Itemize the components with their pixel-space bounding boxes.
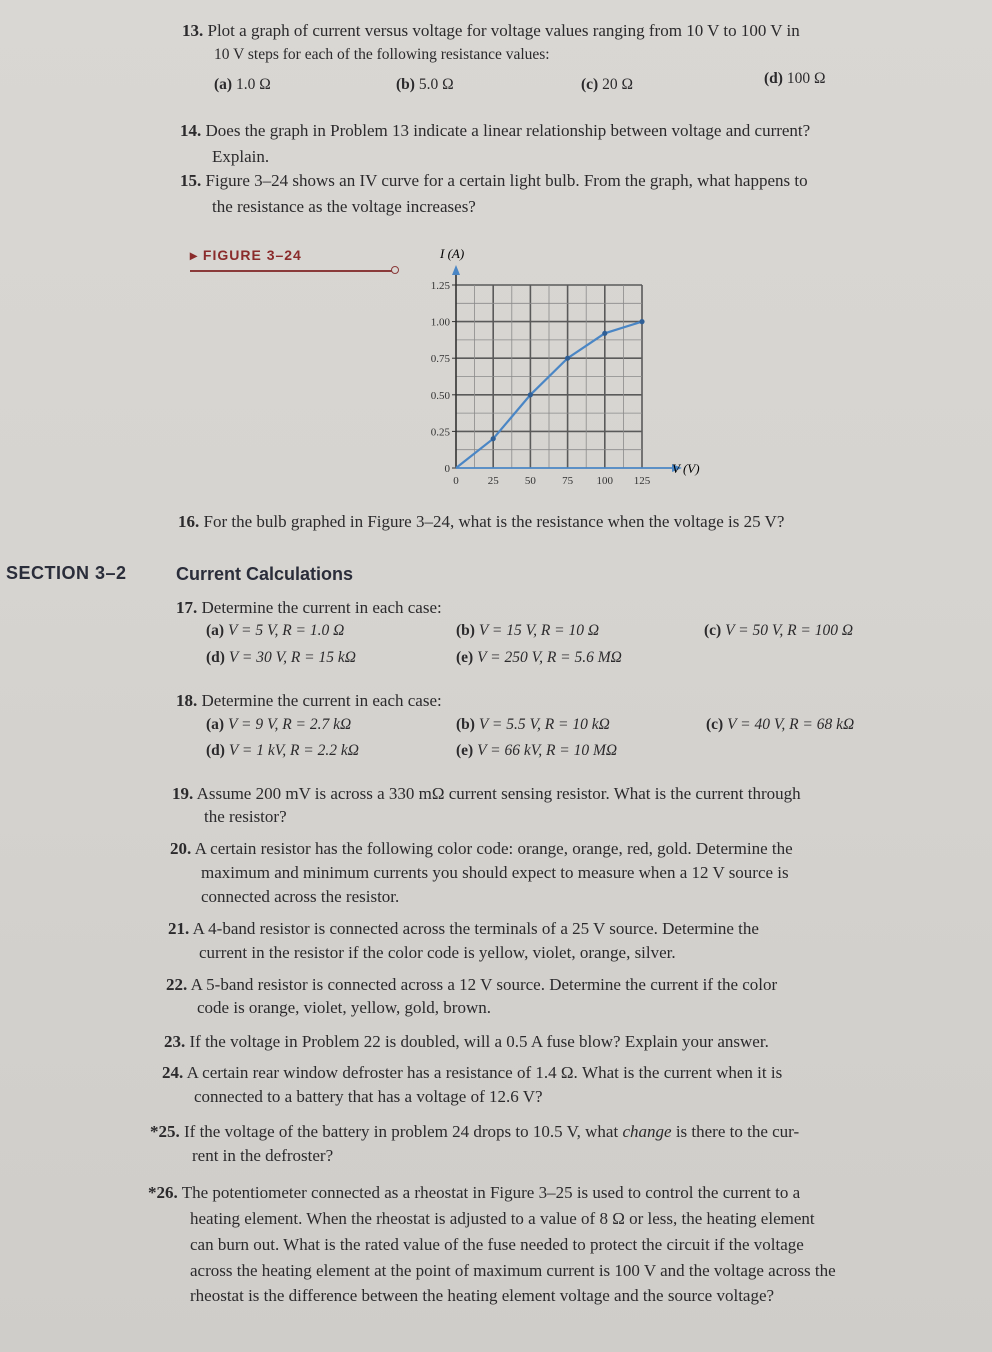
problem-number: *25.	[150, 1122, 180, 1141]
option-a: (a) 1.0 Ω	[214, 76, 271, 93]
problem-text: Assume 200 mV is across a 330 mΩ current sensing resistor. What is the current through	[196, 784, 801, 803]
problem-text: If the voltage in Problem 22 is doubled, will a 0.5 A fuse blow? Explain your answer.	[189, 1032, 769, 1051]
problem-20-line2: maximum and minimum currents you should expect to measure when a 12 V source is	[201, 863, 789, 882]
option-e: (e) V = 250 V, R = 5.6 MΩ	[456, 649, 622, 666]
problem-text: Plot a graph of current versus voltage for voltage values ranging from 10 V to 100 V in	[207, 21, 800, 40]
chart-series	[456, 319, 645, 468]
problem-text: A certain resistor has the following color code: orange, orange, red, gold. Determine the	[194, 839, 793, 858]
problem-24-line2: connected to a battery that has a voltage of 12.6 V?	[194, 1087, 543, 1106]
figure-label: ▸ FIGURE 3–24	[190, 247, 302, 263]
problem-number: 20.	[170, 839, 192, 858]
problem-25	[150, 1121, 799, 1143]
option-d: (d) 100 Ω	[764, 70, 826, 87]
problem-24	[162, 1062, 782, 1084]
problem-number: 23.	[164, 1032, 186, 1051]
figure-rule	[190, 270, 394, 272]
x-tick-label: 125	[633, 475, 651, 487]
problem-number: 14.	[180, 121, 202, 140]
option-a: (a) V = 9 V, R = 2.7 kΩ	[206, 716, 352, 733]
problem-number: 22.	[166, 975, 188, 994]
y-tick-label: 1.25	[430, 280, 450, 292]
problem-15-line2: the resistance as the voltage increases?	[212, 197, 476, 216]
y-tick-label: 0.50	[430, 389, 450, 402]
option-d: (d) V = 1 kV, R = 2.2 kΩ	[206, 742, 359, 759]
problem-18	[176, 690, 442, 712]
problem-number: 16.	[178, 512, 200, 531]
data-point	[639, 319, 644, 324]
iv-curve-chart	[410, 248, 710, 498]
problem-26	[148, 1182, 800, 1204]
y-axis-arrow	[452, 265, 460, 275]
problem-text: If the voltage of the battery in problem 24 drops to 10.5 V, what	[184, 1122, 623, 1141]
problem-20-line3: connected across the resistor.	[201, 887, 400, 906]
problem-text: A 5-band resistor is connected across a 12 V source. Determine the current if the color	[190, 975, 778, 994]
problem-text: The potentiometer connected as a rheostat in Figure 3–25 is used to control the current to a	[181, 1183, 801, 1202]
data-point	[528, 392, 533, 397]
x-axis-label: V (V)	[672, 461, 700, 476]
problem-text: Does the graph in Problem 13 indicate a linear relationship between voltage and current?	[205, 121, 811, 140]
section-title: Current Calculations	[176, 564, 354, 584]
problem-number: 18.	[176, 691, 198, 710]
option-b: (b) 5.0 Ω	[396, 76, 454, 93]
problem-text: Determine the current in each case:	[201, 691, 442, 710]
x-tick-label: 100	[596, 475, 614, 487]
data-point	[565, 356, 570, 361]
problem-22-line2: code is orange, violet, yellow, gold, brown.	[197, 998, 491, 1017]
problem-13	[182, 20, 800, 42]
y-tick-label: 0	[444, 463, 450, 475]
problem-number: *26.	[148, 1183, 178, 1202]
option-b: (b) V = 5.5 V, R = 10 kΩ	[456, 716, 610, 733]
section-code: SECTION 3–2	[6, 563, 127, 583]
option-e: (e) V = 66 kV, R = 10 MΩ	[456, 742, 618, 759]
y-tick-label: 0.75	[430, 353, 450, 366]
option-c: (c) V = 50 V, R = 100 Ω	[704, 622, 854, 639]
problem-17	[176, 597, 442, 619]
problem-number: 17.	[176, 598, 198, 617]
problem-text: A certain rear window defroster has a resistance of 1.4 Ω. What is the current when it is	[186, 1063, 783, 1082]
problem-text: Determine the current in each case:	[201, 598, 442, 617]
problem-26-line4: across the heating element at the point of maximum current is 100 V and the voltage across the	[190, 1261, 836, 1280]
problem-19-line2: the resistor?	[204, 807, 287, 826]
problem-21-line2: current in the resistor if the color code is yellow, violet, orange, silver.	[199, 943, 676, 962]
option-c: (c) V = 40 V, R = 68 kΩ	[706, 716, 855, 733]
x-tick-label: 0	[453, 475, 459, 487]
problem-26-line2: heating element. When the rheostat is adjusted to a value of 8 Ω or less, the heating element	[190, 1209, 815, 1228]
problem-26-line5: rheostat is the difference between the heating element voltage and the source voltage?	[190, 1286, 775, 1305]
problem-number: 19.	[172, 784, 194, 803]
problem-23	[164, 1031, 769, 1053]
problem-26-line3: can burn out. What is the rated value of the fuse needed to protect the circuit if the voltage	[190, 1235, 804, 1254]
problem-14-line2: Explain.	[212, 147, 270, 166]
option-c: (c) 20 Ω	[581, 76, 633, 93]
x-tick-label: 75	[562, 475, 574, 487]
problem-number: 13.	[182, 21, 204, 40]
data-point	[602, 331, 607, 336]
problem-13-line2: 10 V steps for each of the following resistance values:	[214, 46, 550, 63]
problem-21	[168, 918, 759, 940]
problem-14	[180, 120, 810, 142]
option-b: (b) V = 15 V, R = 10 Ω	[456, 622, 600, 639]
problem-text: Figure 3–24 shows an IV curve for a certain light bulb. From the graph, what happens to	[205, 171, 808, 190]
problem-number: 24.	[162, 1063, 184, 1082]
data-point	[491, 436, 496, 441]
y-axis-label: I (A)	[440, 248, 465, 261]
problem-15	[180, 170, 808, 192]
option-a: (a) V = 5 V, R = 1.0 Ω	[206, 622, 345, 639]
figure-rule-end	[391, 266, 399, 274]
problem-22	[166, 974, 777, 996]
problem-number: 21.	[168, 919, 190, 938]
emphasis-text: change	[622, 1122, 672, 1141]
problem-text: For the bulb graphed in Figure 3–24, what is the resistance when the voltage is 25 V?	[203, 512, 785, 531]
problem-text-end: is there to the cur-	[671, 1122, 800, 1141]
x-tick-label: 50	[524, 475, 536, 487]
problem-20	[170, 838, 793, 860]
problem-text: A 4-band resistor is connected across the terminals of a 25 V source. Determine the	[192, 919, 759, 938]
x-tick-label: 25	[487, 475, 499, 487]
option-d: (d) V = 30 V, R = 15 kΩ	[206, 649, 356, 666]
y-tick-label: 1.00	[430, 316, 450, 329]
problem-16	[178, 511, 784, 533]
problem-25-line2: rent in the defroster?	[192, 1146, 334, 1165]
y-tick-label: 0.25	[430, 426, 450, 439]
problem-number: 15.	[180, 171, 202, 190]
problem-19	[172, 783, 801, 805]
